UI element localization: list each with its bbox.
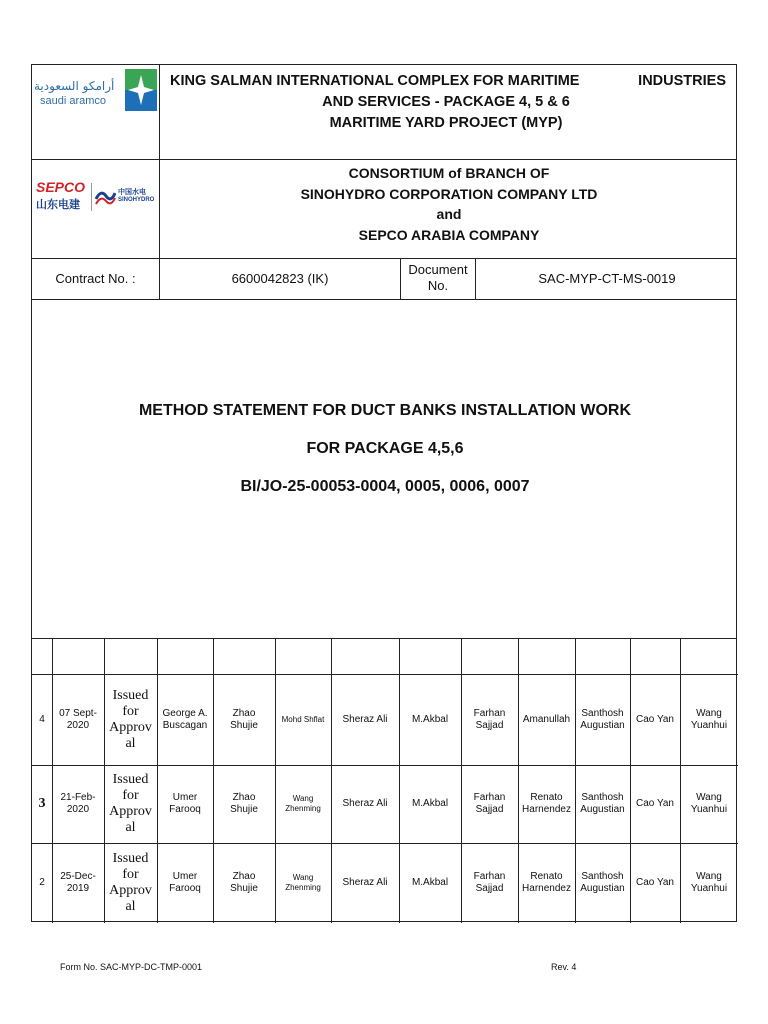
table-cell-text: Cao Yan xyxy=(636,798,674,809)
table-cell-text: Sheraz Ali xyxy=(342,713,388,725)
table-cell-c7 xyxy=(518,674,575,765)
consortium-line-2: SINOHYDRO CORPORATION COMPANY LTD xyxy=(300,185,598,202)
table-cell-c4 xyxy=(331,843,399,923)
revision-table xyxy=(32,638,738,923)
table-cell-text: Augustian xyxy=(580,883,625,894)
table-cell-text: Umer xyxy=(172,871,198,882)
table-cell-c8 xyxy=(575,765,630,843)
divider xyxy=(32,299,736,300)
table-cell-text: M.Akbal xyxy=(411,798,449,809)
table-cell-date xyxy=(52,765,104,843)
table-cell-text: Farhan xyxy=(473,707,506,719)
document-title: METHOD STATEMENT FOR DUCT BANKS INSTALLATION WORK xyxy=(138,402,632,419)
table-cell-c3 xyxy=(275,765,331,843)
table-cell-text: Farooq xyxy=(169,883,201,894)
table-cell-text: 2 xyxy=(39,877,45,888)
table-cell-text: Renato xyxy=(530,871,563,882)
table-cell-text: Shujie xyxy=(230,719,258,731)
document-label-line-1: Document xyxy=(408,262,468,277)
table-cell-text: Sheraz Ali xyxy=(342,877,388,888)
divider xyxy=(32,159,736,160)
form-number: Form No. SAC-MYP-DC-TMP-0001 xyxy=(60,962,203,972)
table-cell-c8 xyxy=(575,674,630,765)
table-cell-text: George A. xyxy=(162,707,208,719)
document-label xyxy=(401,262,475,294)
table-cell-text: 07 Sept- xyxy=(59,707,97,719)
sepco-chinese-text: 山东电建 xyxy=(36,198,80,211)
table-cell-c2 xyxy=(213,843,275,923)
table-cell-text: al xyxy=(125,735,136,751)
table-cell-text: Santhosh xyxy=(581,871,624,882)
table-cell-c3 xyxy=(275,843,331,923)
table-cell-date xyxy=(52,843,104,923)
contract-number: 6600042823 (IK) xyxy=(231,271,329,286)
table-cell-text: Sajjad xyxy=(475,804,504,815)
document-label-line-2: No. xyxy=(427,278,449,293)
table-cell-text: Issued xyxy=(112,851,149,866)
table-cell-text: for xyxy=(122,867,139,882)
table-cell-status xyxy=(104,674,157,765)
table-cell-text: Yuanhui xyxy=(690,883,728,894)
table-cell-text: Approv xyxy=(109,883,152,898)
table-cell-text: Sajjad xyxy=(475,719,504,731)
header-line-1: KING SALMAN INTERNATIONAL COMPLEX FOR MARITIME xyxy=(170,73,580,89)
table-cell-text: 21-Feb- xyxy=(60,792,96,803)
table-cell-text: Wang xyxy=(696,792,722,803)
table-cell-text: Wang xyxy=(696,707,722,719)
table-cell-text: Sajjad xyxy=(475,883,504,894)
table-cell-c9 xyxy=(630,765,680,843)
table-cell-text: 3 xyxy=(38,796,46,811)
table-cell-text: Shujie xyxy=(230,804,258,815)
logo-english-text: saudi aramco xyxy=(40,95,107,107)
consortium-line-1: CONSORTIUM of BRANCH OF xyxy=(348,165,550,181)
table-cell-text: Zhao xyxy=(232,792,256,803)
sepco-sinohydro-logo xyxy=(36,179,158,219)
header-line-2: AND SERVICES - PACKAGE 4, 5 & 6 xyxy=(322,94,570,110)
table-cell-text: M.Akbal xyxy=(411,713,449,725)
table-cell-text: Zhao xyxy=(232,871,256,882)
table-cell-text: Zhenming xyxy=(285,804,321,813)
table-cell-c6 xyxy=(461,843,518,923)
table-cell-text: Augustian xyxy=(580,804,625,815)
table-cell-text: 4 xyxy=(39,713,45,725)
sinohydro-wave-icon xyxy=(94,185,116,207)
sinohydro-chinese-text: 中国水电 xyxy=(118,188,146,196)
consortium-line-3: and xyxy=(436,206,462,222)
table-cell-text: Santhosh xyxy=(581,707,624,719)
table-cell-c7 xyxy=(518,843,575,923)
document-frame xyxy=(31,64,737,922)
table-cell-text: 25-Dec- xyxy=(60,871,96,882)
header-line-3: MARITIME YARD PROJECT (MYP) xyxy=(329,115,563,131)
document-subtitle: FOR PACKAGE 4,5,6 xyxy=(306,440,464,457)
table-cell-c4 xyxy=(331,674,399,765)
table-cell-c10 xyxy=(680,843,738,923)
table-cell-c3 xyxy=(275,674,331,765)
table-cell-c8 xyxy=(575,843,630,923)
table-cell-text: al xyxy=(125,820,136,835)
table-cell-text: Approv xyxy=(109,804,152,819)
table-cell-c9 xyxy=(630,843,680,923)
table-row xyxy=(32,674,738,765)
table-cell-c5 xyxy=(399,674,461,765)
table-cell-rev xyxy=(32,843,52,923)
table-row xyxy=(32,765,738,843)
table-cell-c4 xyxy=(331,765,399,843)
table-cell-text: Issued xyxy=(112,772,149,787)
consortium-header xyxy=(160,163,738,245)
table-cell-text: Zhenming xyxy=(285,883,321,892)
table-cell-text: M.Akbal xyxy=(411,877,449,888)
logo-divider xyxy=(91,183,92,211)
table-cell-c6 xyxy=(461,674,518,765)
table-cell-c10 xyxy=(680,765,738,843)
table-cell-text: Farhan xyxy=(473,871,506,882)
table-cell-text: Amanullah xyxy=(522,713,571,725)
contract-label: Contract No. : xyxy=(55,271,136,286)
table-cell-text: Farooq xyxy=(169,804,201,815)
table-cell-text: Cao Yan xyxy=(636,713,674,725)
table-cell-text: Yuanhui xyxy=(690,719,728,731)
header-line-1-right: INDUSTRIES xyxy=(638,73,726,89)
logo-arabic-text: أرامكو السعودية xyxy=(34,79,115,93)
saudi-aramco-logo xyxy=(34,69,158,113)
table-cell-text: Wang xyxy=(696,871,722,882)
table-cell-text: Mohd Shflat xyxy=(281,714,325,724)
document-reference: BI/JO-25-00053-0004, 0005, 0006, 0007 xyxy=(240,478,530,495)
table-cell-text: Harnendez xyxy=(522,883,571,894)
table-cell-text: Issued xyxy=(112,687,149,703)
aramco-star-icon xyxy=(124,69,158,113)
table-cell-text: Shujie xyxy=(230,883,258,894)
consortium-line-4: SEPCO ARABIA COMPANY xyxy=(358,226,540,243)
project-header xyxy=(160,71,732,134)
table-cell-text: Wang xyxy=(292,794,314,803)
table-cell-c5 xyxy=(399,765,461,843)
table-cell-text: Cao Yan xyxy=(636,877,674,888)
table-cell-c10 xyxy=(680,674,738,765)
table-cell-text: Wang xyxy=(292,873,314,882)
table-cell-text: Augustian xyxy=(580,719,625,731)
table-cell-c2 xyxy=(213,674,275,765)
table-cell-c2 xyxy=(213,765,275,843)
table-cell-rev xyxy=(32,674,52,765)
table-cell-text: Harnendez xyxy=(522,804,571,815)
table-cell-c7 xyxy=(518,765,575,843)
table-cell-rev xyxy=(32,765,52,843)
table-row xyxy=(32,843,738,923)
sepco-logo-text: SEPCO xyxy=(36,179,86,195)
table-cell-status xyxy=(104,843,157,923)
table-cell-text: al xyxy=(125,899,136,914)
table-cell-text: 2019 xyxy=(66,883,90,894)
divider xyxy=(32,258,736,259)
table-cell-text: Umer xyxy=(172,792,198,803)
table-cell-text: Sheraz Ali xyxy=(342,798,388,809)
table-cell-text: Farhan xyxy=(473,792,506,803)
table-cell-text: for xyxy=(122,788,139,803)
table-cell-c5 xyxy=(399,843,461,923)
table-cell-c1 xyxy=(157,765,213,843)
table-cell-text: Zhao xyxy=(232,707,256,719)
table-cell-c1 xyxy=(157,674,213,765)
table-cell-c9 xyxy=(630,674,680,765)
table-cell-text: Santhosh xyxy=(581,792,624,803)
revision-number: Rev. 4 xyxy=(551,962,577,972)
table-cell-date xyxy=(52,674,104,765)
table-cell-status xyxy=(104,765,157,843)
table-cell-text: 2020 xyxy=(66,804,90,815)
table-cell-c1 xyxy=(157,843,213,923)
table-cell-text: Buscagan xyxy=(162,719,208,731)
table-cell-text: for xyxy=(122,703,139,719)
document-number: SAC-MYP-CT-MS-0019 xyxy=(538,271,676,286)
table-cell-text: 2020 xyxy=(66,719,90,731)
table-cell-text: Renato xyxy=(530,792,563,803)
sinohydro-english-text: SINOHYDRO xyxy=(118,197,155,203)
table-cell-c6 xyxy=(461,765,518,843)
table-cell-text: Approv xyxy=(109,719,152,735)
table-cell-text: Yuanhui xyxy=(690,804,728,815)
